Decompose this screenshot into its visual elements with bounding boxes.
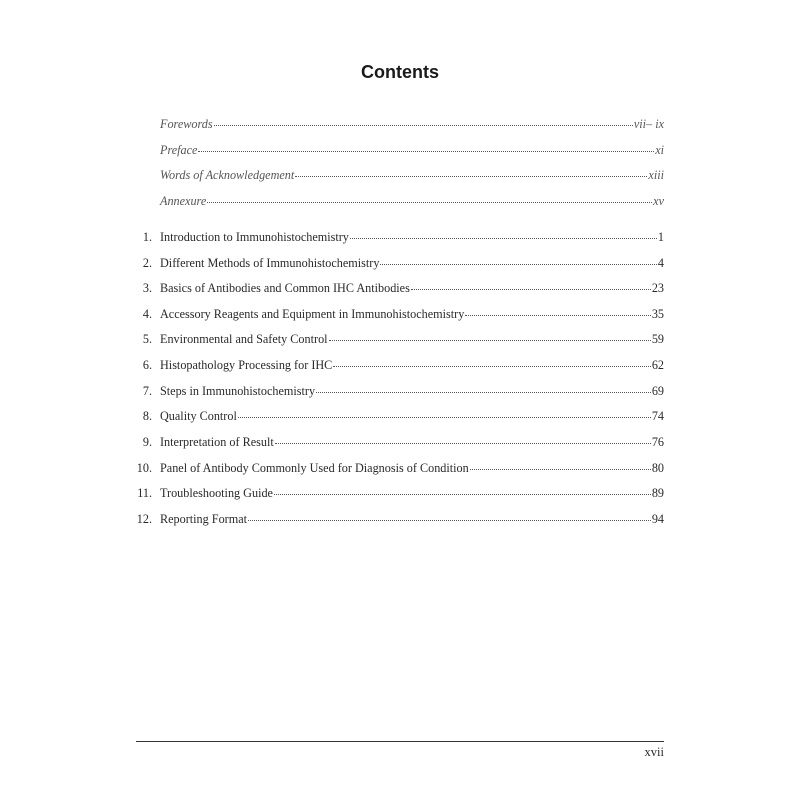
- toc-entry-label: Forewords: [160, 117, 213, 131]
- toc-entry-label: Basics of Antibodies and Common IHC Antibodies: [160, 281, 410, 295]
- dot-leader: [248, 520, 651, 521]
- toc-entry-page: 1: [657, 230, 664, 244]
- dot-leader: [198, 151, 654, 152]
- chapter-number: 3.: [142, 281, 152, 295]
- toc-entry-label: Panel of Antibody Commonly Used for Diagnosis of Condition: [160, 461, 469, 475]
- dot-leader: [411, 289, 651, 290]
- toc-entry-page: 89: [651, 486, 664, 500]
- chapter-number: 11.: [137, 486, 152, 500]
- dot-leader: [274, 494, 651, 495]
- toc-entry-label: Different Methods of Immunohistochemistry: [160, 256, 380, 270]
- dot-leader: [295, 176, 647, 177]
- dot-leader: [207, 202, 652, 203]
- toc-entry-page: 23: [651, 281, 664, 295]
- toc-entry-label: Introduction to Immunohistochemistry: [160, 230, 349, 244]
- chapter-number: 8.: [142, 409, 152, 423]
- chapter-number: 4.: [142, 307, 152, 321]
- toc-entry-front-matter[interactable]: [160, 141, 664, 159]
- toc-entry-page: xiii: [648, 168, 664, 182]
- toc-entry-chapter[interactable]: [142, 254, 664, 272]
- page-title: Contents: [361, 62, 439, 82]
- chapter-number: 9.: [142, 435, 152, 449]
- toc-entry-chapter[interactable]: [142, 305, 664, 323]
- toc-entry-front-matter[interactable]: [160, 192, 664, 210]
- toc-entry-chapter[interactable]: [142, 433, 664, 451]
- toc-entry-page: 69: [651, 384, 664, 398]
- chapter-number: 6.: [142, 358, 152, 372]
- dot-leader: [214, 125, 633, 126]
- dot-leader: [238, 417, 651, 418]
- chapter-number: 10.: [136, 461, 152, 475]
- toc-entry-chapter[interactable]: [137, 484, 664, 502]
- toc-entry-front-matter[interactable]: [160, 115, 664, 133]
- toc-entry-page: 76: [651, 435, 664, 449]
- toc-entry-page: 4: [657, 256, 664, 270]
- chapter-number: 12.: [136, 512, 152, 526]
- chapter-number: 7.: [142, 384, 152, 398]
- toc-entry-page: 59: [651, 332, 664, 346]
- dot-leader: [465, 315, 651, 316]
- toc-entry-chapter[interactable]: [142, 279, 664, 297]
- toc-entry-page: 94: [651, 512, 664, 526]
- toc-entry-front-matter[interactable]: [160, 166, 664, 184]
- toc-entry-label: Environmental and Safety Control: [160, 332, 328, 346]
- toc-entry-page: xi: [655, 143, 664, 157]
- toc-entry-page: vii– ix: [633, 117, 664, 131]
- toc-entry-chapter[interactable]: [142, 228, 664, 246]
- toc-entry-chapter[interactable]: [136, 459, 664, 477]
- chapter-number: 1.: [142, 230, 152, 244]
- dot-leader: [275, 443, 651, 444]
- toc-entry-chapter[interactable]: [142, 407, 664, 425]
- footer-page-number: xvii: [644, 745, 664, 759]
- toc-entry-label: Interpretation of Result: [160, 435, 274, 449]
- toc-entry-label: Troubleshooting Guide: [160, 486, 273, 500]
- toc-entry-label: Preface: [160, 143, 198, 157]
- toc-entry-page: 80: [651, 461, 664, 475]
- dot-leader: [333, 366, 651, 367]
- toc-entry-chapter[interactable]: [142, 330, 664, 348]
- toc-entry-label: Steps in Immunohistochemistry: [160, 384, 316, 398]
- chapter-number: 2.: [142, 256, 152, 270]
- toc-entry-label: Histopathology Processing for IHC: [160, 358, 333, 372]
- toc-entry-label: Reporting Format: [160, 512, 247, 526]
- footer-rule: [136, 741, 664, 742]
- toc-entry-page: 74: [651, 409, 664, 423]
- toc-entry-label: Quality Control: [160, 409, 237, 423]
- toc-entry-page: 62: [651, 358, 664, 372]
- dot-leader: [316, 392, 651, 393]
- toc-entry-label: Annexure: [160, 194, 207, 208]
- toc-entry-chapter[interactable]: [136, 510, 664, 528]
- dot-leader: [380, 264, 656, 265]
- toc-entry-label: Accessory Reagents and Equipment in Immunohistochemistry: [160, 307, 465, 321]
- toc-entry-chapter[interactable]: [142, 356, 664, 374]
- toc-entry-chapter[interactable]: [142, 382, 664, 400]
- dot-leader: [350, 238, 657, 239]
- toc-entry-page: xv: [653, 194, 664, 208]
- dot-leader: [329, 340, 651, 341]
- toc-entry-page: 35: [651, 307, 664, 321]
- dot-leader: [470, 469, 651, 470]
- toc-entry-label: Words of Acknowledgement: [160, 168, 295, 182]
- chapter-number: 5.: [142, 332, 152, 346]
